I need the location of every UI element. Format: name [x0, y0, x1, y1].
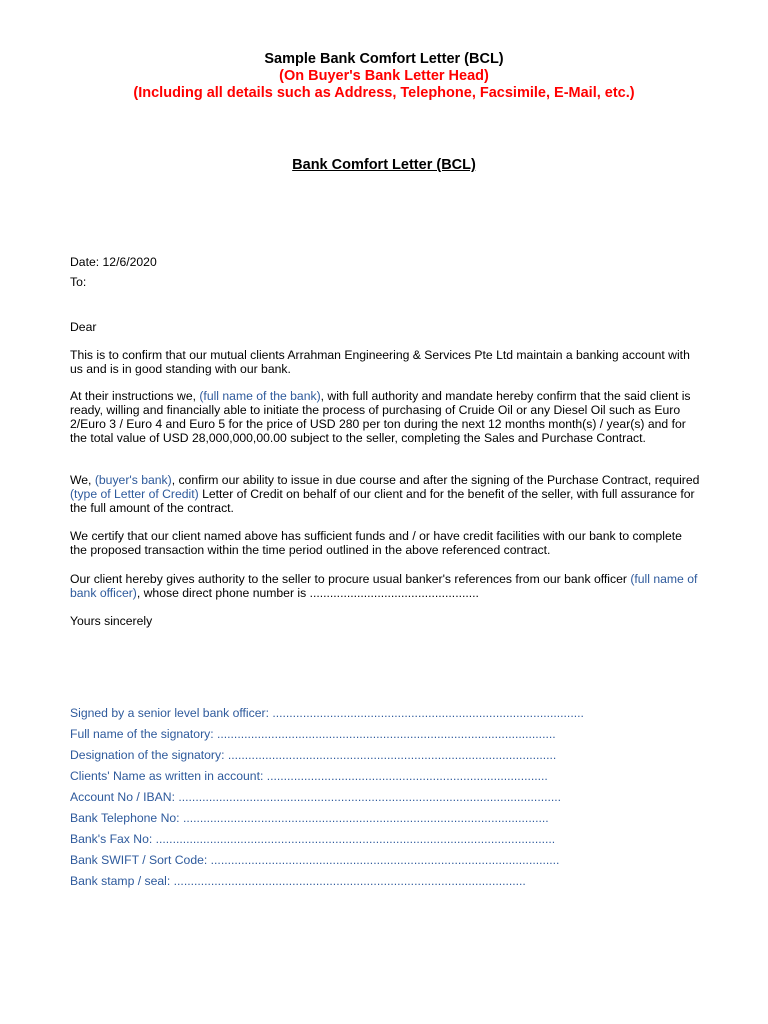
field-signed-by — [70, 706, 584, 720]
field-blank: ....................................................................................................... — [210, 853, 560, 867]
date-line: Date: 12/6/2020 — [70, 255, 157, 269]
field-label: Full name of the signatory: — [70, 727, 217, 741]
field-label: Account No / IBAN: — [70, 790, 179, 804]
paragraph-4: We certify that our client named above has sufficient funds and / or have credit facilities with our bank to complete the proposed transaction within the time period outlined in the above referenced contract. — [70, 529, 682, 557]
paragraph-3-text-a: We, — [70, 473, 95, 487]
buyers-bank-placeholder: (buyer's bank) — [94, 473, 172, 487]
field-blank: ........................................................................................................ — [173, 874, 526, 888]
to-line: To: — [70, 275, 87, 289]
document-subtitle: (On Buyer's Bank Letter Head) — [279, 68, 489, 84]
field-blank: ...................................................................................................................... — [155, 832, 556, 846]
document-note: (Including all details such as Address, Telephone, Facsimile, E-Mail, etc.) — [133, 85, 635, 101]
field-label: Clients' Name as written in account: — [70, 769, 267, 783]
field-blank: ............................................................................................ — [272, 706, 584, 720]
field-bank-fax — [70, 832, 555, 846]
letter-title: Bank Comfort Letter (BCL) — [292, 157, 476, 173]
field-label: Bank stamp / seal: — [70, 874, 174, 888]
paragraph-1: This is to confirm that our mutual clients Arrahman Engineering & Services Pte Ltd maintain a banking account with us and is in good standing with our bank. — [70, 348, 690, 376]
field-signatory-name — [70, 727, 556, 741]
field-blank: ................................................................................... — [266, 769, 548, 783]
field-account-iban — [70, 790, 561, 804]
field-blank: ................................................................................................. — [227, 748, 557, 762]
field-swift-code — [70, 853, 559, 867]
field-label: Bank Telephone No: — [70, 811, 183, 825]
field-signatory-designation — [70, 748, 556, 762]
salutation: Dear — [70, 320, 97, 334]
paragraph-2 — [70, 389, 700, 445]
paragraph-3-text-c: Letter of Credit on behalf of our client and for the benefit of the seller, with full assurance for the full amount of the contract. — [70, 487, 695, 515]
paragraph-3 — [70, 473, 700, 515]
bank-officer-placeholder: (full name of bank officer) — [70, 572, 698, 600]
paragraph-5-text-b: , whose direct phone number is .................................................. — [136, 586, 479, 600]
closing: Yours sincerely — [70, 614, 153, 628]
field-bank-telephone — [70, 811, 549, 825]
field-bank-stamp — [70, 874, 526, 888]
paragraph-5 — [70, 572, 700, 600]
field-label: Bank's Fax No: — [70, 832, 156, 846]
paragraph-5-text-a: Our client hereby gives authority to the seller to procure usual banker's references from our bank officer — [70, 572, 631, 586]
paragraph-3-text-b: , confirm our ability to issue in due course and after the signing of the Purchase Contract, required — [171, 473, 700, 487]
field-blank: .................................................................................................... — [217, 727, 556, 741]
field-label: Signed by a senior level bank officer: — [70, 706, 273, 720]
field-label: Bank SWIFT / Sort Code: — [70, 853, 211, 867]
field-blank: ............................................................................................................ — [182, 811, 549, 825]
paragraph-2-text-b: , with full authority and mandate hereby confirm that the said client is ready, willing and financially able to initiate the process of purchasing of Cruide Oil or any Diesel Oil such as Euro 2/Euro 3 / Euro 4 and Euro 5 for the price of USD 280 per ton during the next 12 months month(s) / year(s) and for the total value of USD 28,000,000,00.00 subject to the seller, completing the Sales and Purchase Contract. — [70, 389, 691, 445]
lc-type-placeholder: (type of Letter of Credit) — [70, 487, 199, 501]
document-title: Sample Bank Comfort Letter (BCL) — [264, 51, 504, 67]
field-client-name — [70, 769, 548, 783]
bank-name-placeholder: (full name of the bank) — [199, 389, 321, 403]
paragraph-2-text-a: At their instructions we, — [70, 389, 200, 403]
field-label: Designation of the signatory: — [70, 748, 228, 762]
field-blank: ................................................................................................................. — [178, 790, 562, 804]
